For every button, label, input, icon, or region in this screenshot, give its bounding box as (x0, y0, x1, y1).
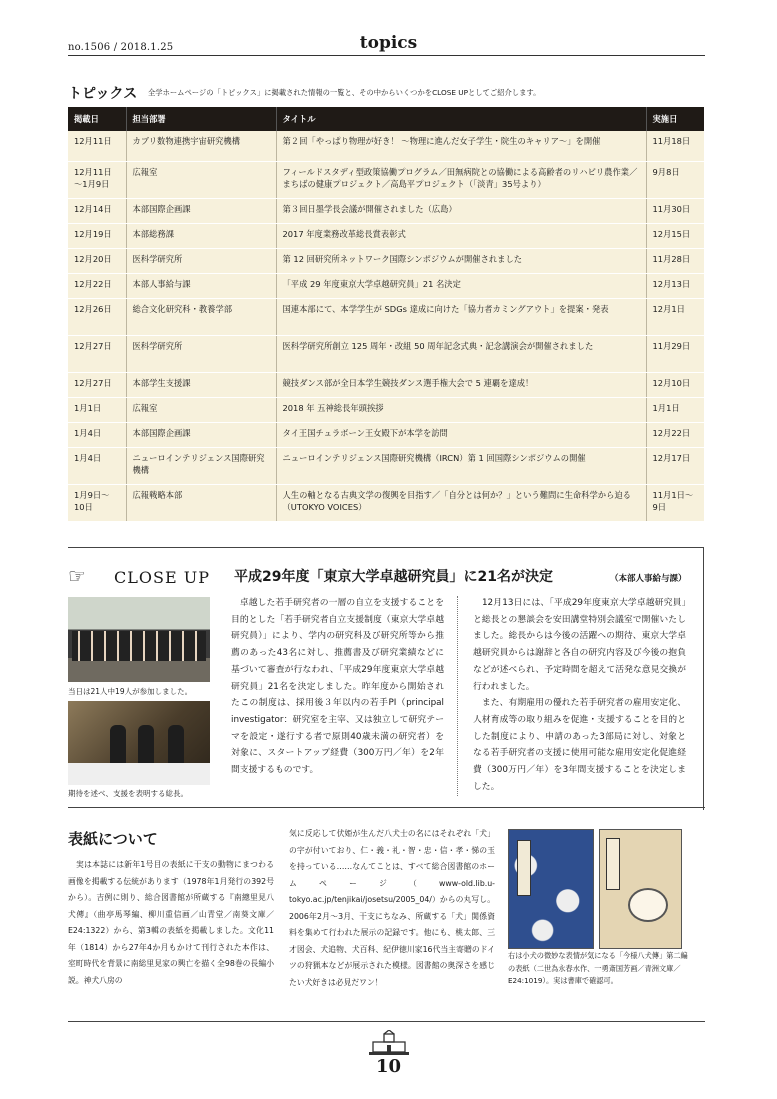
cell-date: 1月4日 (68, 447, 126, 484)
president-photo (68, 701, 210, 785)
cell-held: 11月30日 (646, 198, 704, 223)
col-header-title: タイトル (276, 107, 646, 131)
closeup-title: 平成29年度「東京大学卓越研究員」に21名が決定 (234, 569, 553, 585)
closeup-logo (68, 564, 218, 590)
table-row (68, 447, 704, 484)
table-row (68, 223, 704, 248)
col-header-held: 実施日 (646, 107, 704, 131)
table-row (68, 335, 704, 372)
cell-date: 12月19日 (68, 223, 126, 248)
closeup-body-col1: 卓越した若手研究者の一層の自立を支援することを目的とした「若手研究者自立支援制度（東京大学卓越研究員）」により、学内の研究科及び研究所等から推薦のあった43名に対し、推薦書及び研究業績などに基づいて審査が行なわれ、「平成29年度東京大学卓越研究員」21名を決定しました。昨年度から開始されたこの制度は、採用後３年以内の若手PI（principal investigator：研究室を主宰、又は独立して研究テーマを設定・遂行する者で原則40歳未満の研究者）を対象に、スタートアップ経費（300万円／年）を2年間支援するものです。 (231, 598, 444, 776)
table-row (68, 131, 704, 161)
cell-title: 第２回「やっぱり物理が好き！ ～物理に進んだ女子学生・院生のキャリア～」を開催 (276, 131, 646, 161)
closeup-body-col2: 12月13日には、「平成29年度東京大学卓越研究員」と総長との懇談会を安田講堂特別会議室で開催いたしました。総長からは今後の活躍への期待、東京大学卓越研究員からは謝辞と各自の研究内容及び今後の抱負などが述べられ、予定時間を超えて活発な意見交換が行われました。 また、有期雇用の優れた若手研究者の雇用安定化、人材育成等の取り組みを促進・支援することを目的とした制度により、申請のあった3部局に対し、対象となる若手研究者の支援に使用可能な雇用安定化促進経費（300万円／年）を3年間支援することを決定しました。 (473, 598, 686, 792)
cell-date: 12月26日 (68, 298, 126, 335)
column-divider (457, 596, 458, 796)
table-row (68, 397, 704, 422)
cell-held: 11月29日 (646, 335, 704, 372)
book-cover-image-2 (599, 829, 682, 949)
cell-date: 12月27日 (68, 372, 126, 397)
cell-date: 12月22日 (68, 273, 126, 298)
cell-dept: 総合文化研究科・教養学部 (126, 298, 276, 335)
cell-dept: ニューロインテリジェンス国際研究機構 (126, 447, 276, 484)
cell-title: 競技ダンス部が全日本学生競技ダンス選手権大会で 5 連覇を達成！ (276, 372, 646, 397)
cell-held: 9月8日 (646, 161, 704, 198)
cell-dept: 本部人事給与課 (126, 273, 276, 298)
table-row (68, 248, 704, 273)
issue-info: no.1506 / 2018.1.25 (68, 42, 174, 53)
cell-dept: 本部国際企画課 (126, 422, 276, 447)
photo-caption-2: 期待を述べ、支援を表明する総長。 (68, 789, 188, 798)
topics-table (68, 107, 704, 522)
cell-title: 第 12 回研究所ネットワーク国際シンポジウムが開催されました (276, 248, 646, 273)
dog-illustration (628, 888, 668, 922)
cell-title: 国連本部にて、本学学生が SDGs 達成に向けた「協力者カミングアウト」を提案・発表 (276, 298, 646, 335)
cell-dept: 医科学研究所 (126, 248, 276, 273)
cell-held: 12月22日 (646, 422, 704, 447)
cell-date: 12月20日 (68, 248, 126, 273)
topics-heading: トピックス (68, 86, 138, 102)
cell-dept: 本部国際企画課 (126, 198, 276, 223)
cell-held: 12月15日 (646, 223, 704, 248)
header-rule (68, 55, 705, 56)
table-row (68, 422, 704, 447)
closeup-logo-text: CLOSE UP (114, 568, 210, 587)
cell-dept: 医科学研究所 (126, 335, 276, 372)
cell-date: 1月1日 (68, 397, 126, 422)
cell-title: 第３回日墨学長会議が開催されました（広島） (276, 198, 646, 223)
cover-body-col2: 気に反応して伏姫が生んだ八犬士の名にはそれぞれ「犬」の字が付いており、仁・義・礼・智・忠・信・孝・悌の玉を持っている……なんてことは、すべて総合図書館のホームページ（www-old.lib.u-tokyo.ac.jp/tenjikai/josetsu/2005_04/）からの丸写し。2006年2月～3月、干支にちなみ、所蔵する「犬」関係資料を集めて行われた展示の記録です。他にも、桃太郎、三才図会、犬追物、犬百科、紀伊徳川家16代当主寄贈のドイツの狩猟本などが展示された模様。図書館の奥深さを感じたい犬好きは必見だワン！ (289, 829, 495, 987)
cell-held: 11月18日 (646, 131, 704, 161)
cell-dept: 広報室 (126, 161, 276, 198)
yasuda-auditorium-icon (367, 1030, 411, 1056)
section-rule (68, 807, 705, 808)
cell-title: 医科学研究所創立 125 周年・改組 50 周年記念式典・記念講演会が開催されました (276, 335, 646, 372)
table-row (68, 198, 704, 223)
cell-title: 2017 年度業務改革総長賞表彰式 (276, 223, 646, 248)
cell-held: 12月10日 (646, 372, 704, 397)
table-row (68, 484, 704, 521)
cell-held: 12月13日 (646, 273, 704, 298)
closeup-dept: （本部人事給与課） (610, 574, 687, 584)
col-header-dept: 担当部署 (126, 107, 276, 131)
cell-title: 人生の軸となる古典文学の復興を目指す／「自分とは何か？」という難問に生命科学から迫る（UTOKYO VOICES） (276, 484, 646, 521)
cell-dept: カブリ数物連携宇宙研究機構 (126, 131, 276, 161)
section-title: topics (359, 33, 418, 53)
cell-date: 1月9日～10日 (68, 484, 126, 521)
photo-caption-1: 当日は21人中19人が参加しました。 (68, 687, 193, 696)
cell-dept: 本部総務課 (126, 223, 276, 248)
table-row (68, 273, 704, 298)
cell-held: 11月1日～9日 (646, 484, 704, 521)
cell-held: 12月1日 (646, 298, 704, 335)
cell-dept: 広報室 (126, 397, 276, 422)
cell-title: タイ王国チュラボーン王女殿下が本学を訪問 (276, 422, 646, 447)
table-header-row (68, 107, 704, 131)
cell-held: 12月17日 (646, 447, 704, 484)
cell-date: 12月27日 (68, 335, 126, 372)
cell-title: フィールドスタディ型政策協働プログラム／田無病院との協働による高齢者のリハビリ農作業／まちばの健康プロジェクト／高島平プロジェクト（「淡青」35号より） (276, 161, 646, 198)
table-row (68, 298, 704, 335)
cell-title: ニューロインテリジェンス国際研究機構（IRCN）第 1 回国際シンポジウムの開催 (276, 447, 646, 484)
group-photo (68, 597, 210, 682)
cell-held: 11月28日 (646, 248, 704, 273)
topics-intro: 全学ホームページの「トピックス」に掲載された情報の一覧と、その中からいくつかをCLOSE UPとしてご紹介します。 (148, 88, 541, 97)
cover-body-col1: 実は本誌には新年1号目の表紙に干支の動物にまつわる画像を掲載する伝統があります（1978年1月発行の392号から）。吉例に則り、総合図書館が所蔵する『南總里見八犬傳』（曲亭馬琴編、柳川重信画／山青堂／南葵文庫／E24:1322）から、第3輯の表紙を掲載しました。文化11年（1814）から27年4か月もかけて刊行された本作は、室町時代を背景に南総里見家の興亡を描く全98巻の長編小説。神犬八房の (68, 860, 274, 985)
table-row (68, 372, 704, 397)
cell-held: 1月1日 (646, 397, 704, 422)
cell-dept: 本部学生支援課 (126, 372, 276, 397)
pointing-hand-icon: ☞ (68, 564, 86, 588)
cell-dept: 広報戦略本部 (126, 484, 276, 521)
footer-rule (68, 1021, 705, 1022)
cell-date: 12月11日 (68, 131, 126, 161)
page-number: 10 (375, 1056, 402, 1077)
book-caption: 右は小犬の微妙な表情が気になる「今様八犬傳」第二編の表紙（二世為永春水作、一勇斎国芳画／青洲文庫／E24:1019）。実は書庫で確認可。 (508, 951, 688, 985)
cell-date: 1月4日 (68, 422, 126, 447)
cell-date: 12月11日～1月9日 (68, 161, 126, 198)
table-row (68, 161, 704, 198)
cell-title: 「平成 29 年度東京大学卓越研究員」21 名決定 (276, 273, 646, 298)
cover-heading: 表紙について (68, 830, 158, 848)
cell-title: 2018 年 五神総長年頭挨拶 (276, 397, 646, 422)
col-header-date: 掲載日 (68, 107, 126, 131)
book-cover-image-1 (508, 829, 594, 949)
cell-date: 12月14日 (68, 198, 126, 223)
